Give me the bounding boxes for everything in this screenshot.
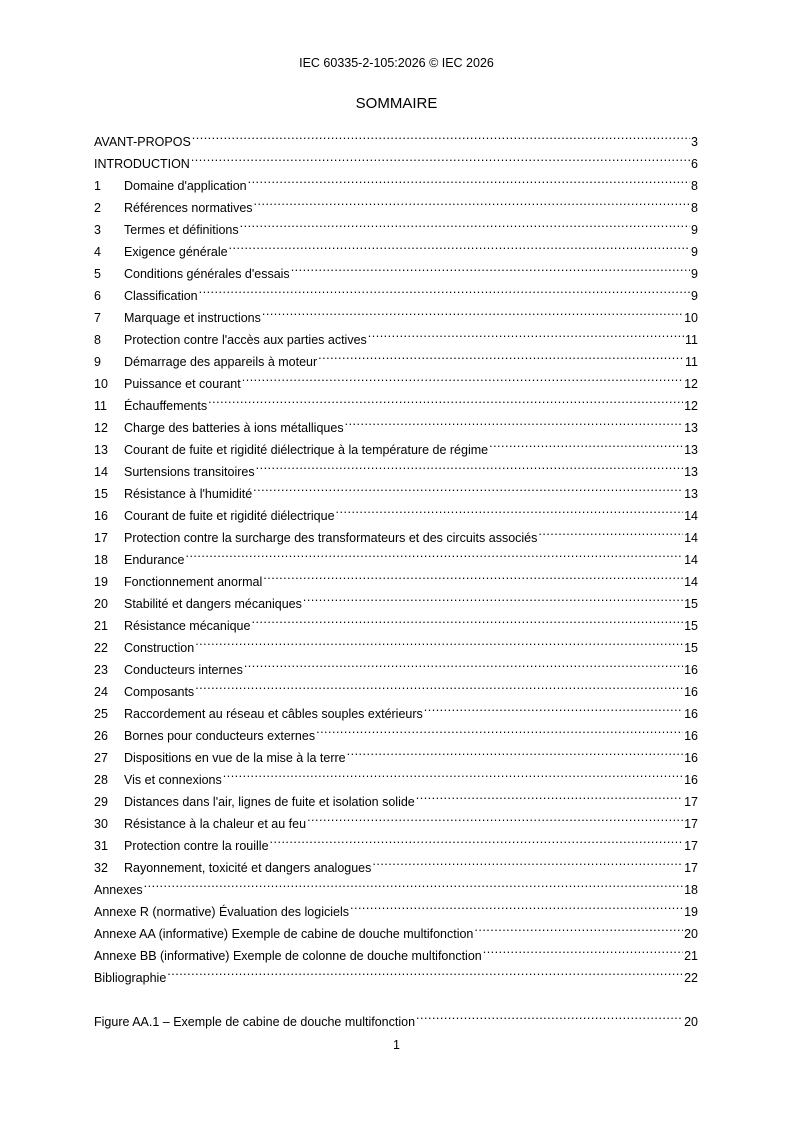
toc-entry-title: Annexe R (normative) Évaluation des logiciels xyxy=(94,905,349,919)
toc-entry-page: 19 xyxy=(684,905,698,919)
dot-leader xyxy=(248,168,690,190)
toc-entry-title: Exigence générale xyxy=(124,245,228,259)
toc-entry-page: 9 xyxy=(691,245,698,259)
dot-leader xyxy=(208,388,683,410)
toc-entry-number: 31 xyxy=(94,839,108,853)
dot-leader xyxy=(185,542,683,564)
toc-entry[interactable] xyxy=(94,894,698,919)
toc-entry-number: 6 xyxy=(94,289,101,303)
toc-entry-title: INTRODUCTION xyxy=(94,157,190,171)
toc-entry-title: Raccordement au réseau et câbles souples extérieurs xyxy=(124,707,423,721)
toc-entry-page: 8 xyxy=(691,201,698,215)
toc-entry-title: Charge des batteries à ions métalliques xyxy=(124,421,344,435)
dot-leader xyxy=(474,916,683,938)
dot-leader xyxy=(192,124,690,146)
toc-entry-title: Annexe AA (informative) Exemple de cabine de douche multifonction xyxy=(94,927,474,941)
toc-entry-title: Annexe BB (informative) Exemple de colonne de douche multifonction xyxy=(94,949,482,963)
toc-entry-number: 5 xyxy=(94,267,101,281)
toc-entry-title: Dispositions en vue de la mise à la terre xyxy=(124,751,346,765)
toc-entry-number: 29 xyxy=(94,795,108,809)
toc-entry-title: Figure AA.1 – Exemple de cabine de douche multifonction xyxy=(94,1015,416,1029)
dot-leader xyxy=(223,762,683,784)
toc-entry-page: 15 xyxy=(684,641,698,655)
toc-entry-title: Protection contre l'accès aux parties actives xyxy=(124,333,367,347)
toc-entry-page: 16 xyxy=(684,663,698,677)
dot-leader xyxy=(240,212,690,234)
toc-entry-title: Résistance à la chaleur et au feu xyxy=(124,817,307,831)
dot-leader xyxy=(253,476,683,498)
toc-entry-number: 25 xyxy=(94,707,108,721)
toc-entry-number: 11 xyxy=(94,399,107,413)
dot-leader xyxy=(191,146,690,168)
toc-entry-number: 19 xyxy=(94,575,108,589)
toc-entry-number: 7 xyxy=(94,311,101,325)
toc-entry-number: 18 xyxy=(94,553,108,567)
toc-entry-page: 9 xyxy=(691,289,698,303)
toc-entry-number: 17 xyxy=(94,531,108,545)
toc-entry-page: 21 xyxy=(684,949,698,963)
document-header: IEC 60335-2-105:2026 © IEC 2026 xyxy=(299,56,494,70)
toc-entry-title: Démarrage des appareils à moteur xyxy=(124,355,318,369)
page-number: 1 xyxy=(393,1038,400,1052)
toc-entry-title: Protection contre la surcharge des transformateurs et des circuits associés xyxy=(124,531,538,545)
dot-leader xyxy=(263,564,683,586)
toc-entry-title: Résistance mécanique xyxy=(124,619,251,633)
toc-entry-number: 26 xyxy=(94,729,108,743)
toc-entry-page: 16 xyxy=(684,729,698,743)
toc-entry-page: 11 xyxy=(685,355,698,369)
toc-entry-title: Protection contre la rouille xyxy=(124,839,269,853)
toc-entry-title: Résistance à l'humidité xyxy=(124,487,253,501)
dot-leader xyxy=(244,652,683,674)
toc-entry-page: 3 xyxy=(691,135,698,149)
toc-entry-number: 22 xyxy=(94,641,108,655)
table-of-contents xyxy=(94,124,698,1029)
toc-entry-title: Classification xyxy=(124,289,198,303)
toc-entry-number: 1 xyxy=(94,179,101,193)
dot-leader xyxy=(538,520,683,542)
toc-entry-title: Fonctionnement anormal xyxy=(124,575,263,589)
toc-entry-title: Distances dans l'air, lignes de fuite et isolation solide xyxy=(124,795,415,809)
toc-entry-title: Construction xyxy=(124,641,195,655)
toc-entry-page: 17 xyxy=(684,861,698,875)
toc-entry-page: 13 xyxy=(684,443,698,457)
figure-entry[interactable] xyxy=(94,1004,698,1029)
toc-entry-page: 14 xyxy=(684,531,698,545)
dot-leader xyxy=(195,674,683,696)
dot-leader xyxy=(316,718,683,740)
toc-entry-page: 13 xyxy=(684,421,698,435)
toc-entry-title: Références normatives xyxy=(124,201,253,215)
dot-leader xyxy=(489,432,683,454)
toc-entry-number: 9 xyxy=(94,355,101,369)
toc-entry[interactable] xyxy=(94,124,698,149)
toc-entry-title: Conducteurs internes xyxy=(124,663,243,677)
toc-entry-title: Annexes xyxy=(94,883,143,897)
dot-leader xyxy=(424,696,683,718)
toc-entry-title: Composants xyxy=(124,685,195,699)
dot-leader xyxy=(254,190,690,212)
dot-leader xyxy=(318,344,684,366)
toc-entry-page: 17 xyxy=(684,817,698,831)
toc-entry-page: 15 xyxy=(684,597,698,611)
toc-entry-number: 14 xyxy=(94,465,108,479)
toc-entry-page: 8 xyxy=(691,179,698,193)
toc-entry-title: Surtensions transitoires xyxy=(124,465,255,479)
section-gap xyxy=(94,982,698,1004)
dot-leader xyxy=(368,322,684,344)
toc-entry-page: 16 xyxy=(684,751,698,765)
toc-entry-page: 20 xyxy=(684,1015,698,1029)
dot-leader xyxy=(372,850,683,872)
toc-entry-title: AVANT-PROPOS xyxy=(94,135,191,149)
toc-entry[interactable] xyxy=(94,564,698,589)
dot-leader xyxy=(167,960,683,982)
toc-entry-page: 15 xyxy=(684,619,698,633)
toc-entry-title: Courant de fuite et rigidité diélectrique à la température de régime xyxy=(124,443,489,457)
toc-entry-number: 28 xyxy=(94,773,108,787)
toc-entry-number: 2 xyxy=(94,201,101,215)
toc-entry[interactable] xyxy=(94,872,698,897)
toc-entry-title: Échauffements xyxy=(124,399,208,413)
toc-entry-title: Endurance xyxy=(124,553,185,567)
toc-entry-page: 14 xyxy=(684,575,698,589)
toc-entry-page: 17 xyxy=(684,839,698,853)
toc-entry-title: Courant de fuite et rigidité diélectrique xyxy=(124,509,335,523)
page-title: SOMMAIRE xyxy=(355,95,438,112)
toc-entry-number: 13 xyxy=(94,443,108,457)
dot-leader xyxy=(262,300,683,322)
toc-entry-title: Stabilité et dangers mécaniques xyxy=(124,597,302,611)
toc-entry-number: 15 xyxy=(94,487,108,501)
toc-entry-page: 16 xyxy=(684,685,698,699)
toc-entry-number: 4 xyxy=(94,245,101,259)
dot-leader xyxy=(242,366,683,388)
toc-entry-page: 16 xyxy=(684,707,698,721)
toc-entry-number: 23 xyxy=(94,663,108,677)
toc-entry-page: 6 xyxy=(691,157,698,171)
dot-leader xyxy=(303,586,683,608)
toc-entry-number: 32 xyxy=(94,861,108,875)
dot-leader xyxy=(307,806,683,828)
toc-entry-page: 9 xyxy=(691,267,698,281)
toc-entry-number: 20 xyxy=(94,597,108,611)
toc-entry-number: 16 xyxy=(94,509,108,523)
toc-entry-page: 10 xyxy=(684,311,698,325)
toc-entry-title: Vis et connexions xyxy=(124,773,222,787)
dot-leader xyxy=(483,938,683,960)
toc-entry-page: 12 xyxy=(684,377,698,391)
dot-leader xyxy=(416,784,683,806)
dot-leader xyxy=(291,256,690,278)
toc-entry-page: 16 xyxy=(684,773,698,787)
toc-entry-number: 3 xyxy=(94,223,101,237)
dot-leader xyxy=(345,410,684,432)
dot-leader xyxy=(144,872,683,894)
toc-entry-title: Domaine d'application xyxy=(124,179,247,193)
toc-entry[interactable] xyxy=(94,542,698,567)
toc-entry-title: Rayonnement, toxicité et dangers analogues xyxy=(124,861,372,875)
toc-entry-page: 22 xyxy=(684,971,698,985)
toc-entry-title: Termes et définitions xyxy=(124,223,239,237)
dot-leader xyxy=(350,894,683,916)
toc-entry-number: 30 xyxy=(94,817,108,831)
toc-entry-page: 11 xyxy=(685,333,698,347)
toc-entry-number: 27 xyxy=(94,751,108,765)
toc-entry-title: Marquage et instructions xyxy=(124,311,261,325)
toc-entry-page: 17 xyxy=(684,795,698,809)
toc-entry-title: Puissance et courant xyxy=(124,377,241,391)
toc-entry-number: 24 xyxy=(94,685,108,699)
toc-entry-page: 12 xyxy=(684,399,698,413)
dot-leader xyxy=(256,454,683,476)
toc-entry-title: Conditions générales d'essais xyxy=(124,267,290,281)
toc-entry-page: 13 xyxy=(684,487,698,501)
toc-entry-page: 14 xyxy=(684,509,698,523)
toc-entry-page: 9 xyxy=(691,223,698,237)
toc-entry-page: 14 xyxy=(684,553,698,567)
dot-leader xyxy=(229,234,690,256)
toc-entry-page: 20 xyxy=(684,927,698,941)
dot-leader xyxy=(199,278,690,300)
dot-leader xyxy=(251,608,683,630)
dot-leader xyxy=(195,630,683,652)
toc-entry-title: Bibliographie xyxy=(94,971,167,985)
toc-entry-number: 8 xyxy=(94,333,101,347)
toc-entry-page: 18 xyxy=(684,883,698,897)
dot-leader xyxy=(416,1004,683,1026)
dot-leader xyxy=(336,498,684,520)
toc-entry-number: 21 xyxy=(94,619,108,633)
toc-entry[interactable] xyxy=(94,960,698,985)
toc-entry-number: 12 xyxy=(94,421,108,435)
toc-entry-page: 13 xyxy=(684,465,698,479)
toc-entry-number: 10 xyxy=(94,377,108,391)
dot-leader xyxy=(270,828,684,850)
toc-entry-title: Bornes pour conducteurs externes xyxy=(124,729,316,743)
dot-leader xyxy=(347,740,683,762)
